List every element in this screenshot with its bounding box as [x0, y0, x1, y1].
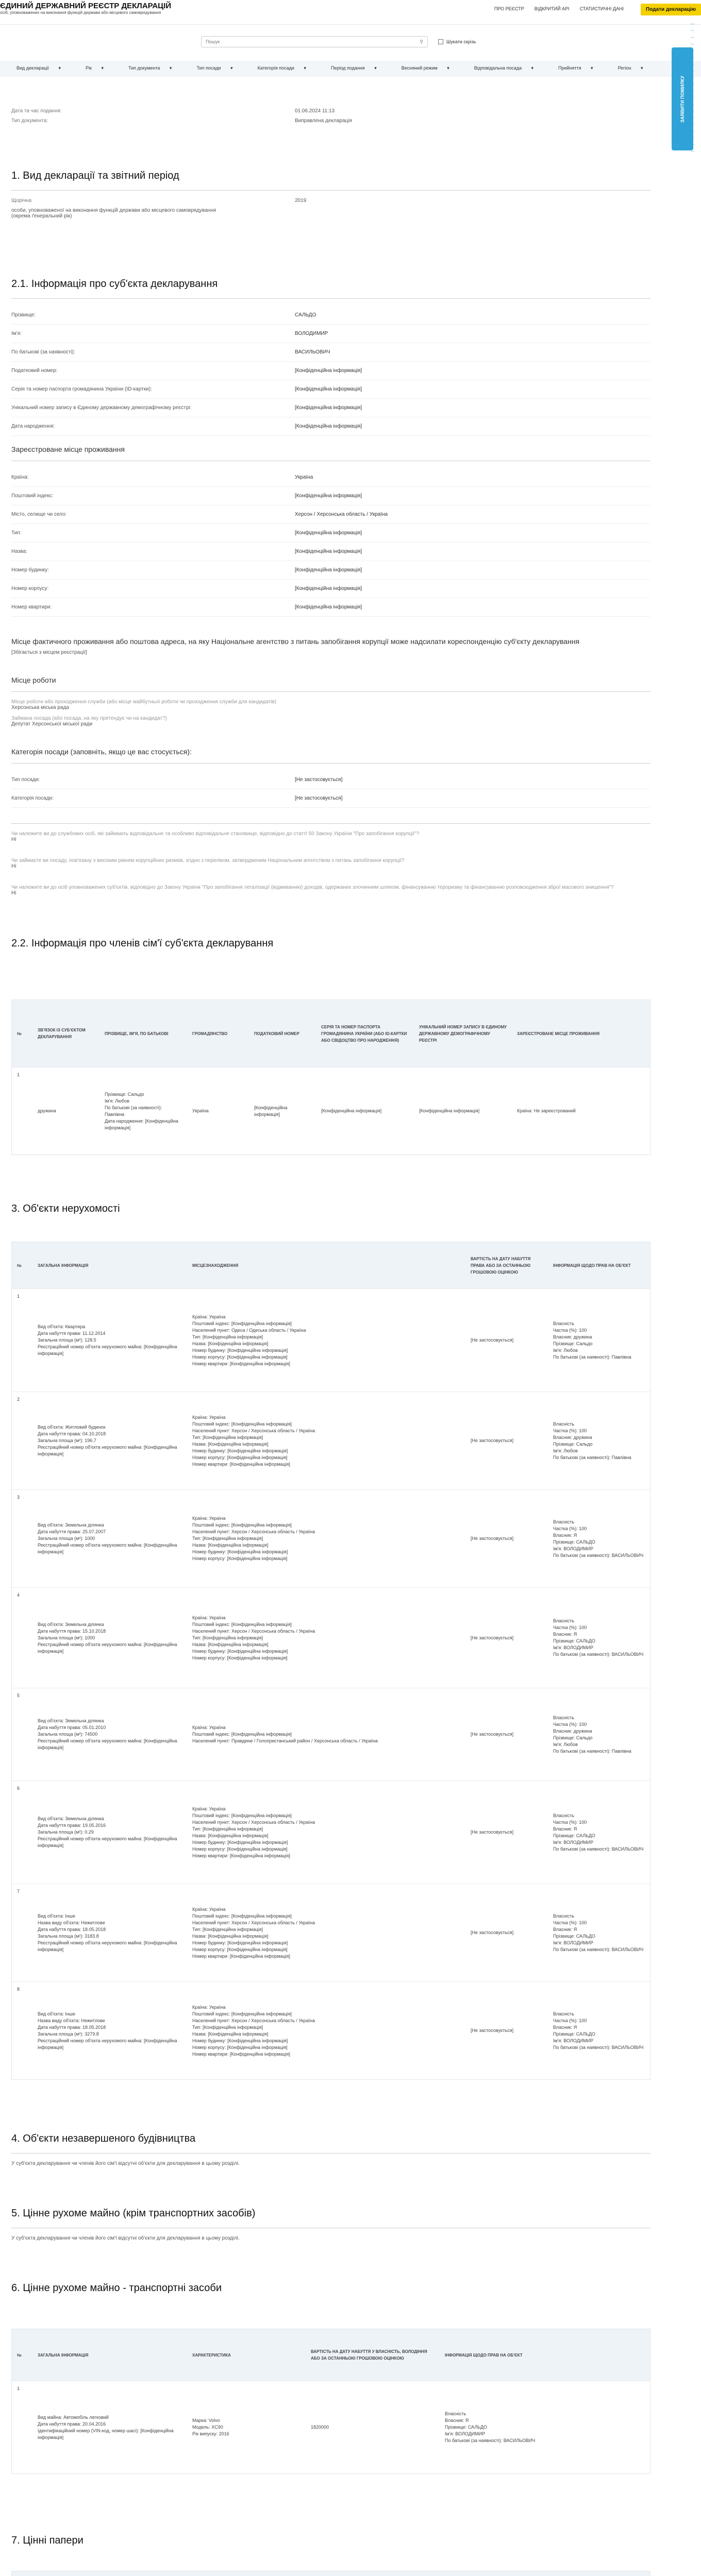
table-cell: Вид об'єкта: Земельна ділянка Дата набуття права: 15.10.2018 Загальна площа (м²): 1000 Реєстраційний номер об'єкта нерухомого майна: [Конфіденційна інформація] [38, 1621, 177, 1654]
table-cell: [Не застосовується] [471, 2028, 514, 2033]
column-header: ІНФОРМАЦІЯ ЩОДО ПРАВ НА ОБ'ЄКТ [553, 1263, 631, 1268]
subject-row-value: [Конфіденційна інформація] [295, 368, 362, 374]
residence-row-value: [Конфіденційна інформація] [295, 530, 362, 536]
column-header: ПОДАТКОВИЙ НОМЕР [254, 1031, 299, 1036]
checkbox-box[interactable] [438, 39, 443, 44]
nav-about[interactable]: ПРО РЕЄСТР [494, 6, 524, 11]
residence-row-label: Країна: [11, 474, 29, 480]
type-label: Тип документа: [11, 118, 48, 124]
table-cell: Вид майна: Автомобіль легковий Дата набуття права: 20.04.2016 Ідентифікаційний номер (VIN-код, номер шасі): [Конфіденційна інформація] [38, 2414, 174, 2440]
filter-acceptance[interactable]: Прийняття ▾ [558, 65, 593, 71]
table-cell: Країна: Україна Поштовий індекс: [Конфіденційна інформація] Населений пункт: Херсон / Херсонська область / Україна Тип: [Конфіденційна інформація] Назва: [Конфіденційна інформація] Номер будинку: [Конфіденційна інформація] Номер корпусу: [Конфіденційна інформація] Номер квартири: [Конфіденційна інформація] [192, 1906, 315, 1959]
column-header: МІСЦЕЗНАХОДЖЕННЯ [192, 1263, 239, 1268]
table-cell: Вид об'єкта: Інше Назва виду об'єкта: Нежитлове Дата набуття права: 18.05.2018 Загальна площа (м²): 3183.8 Реєстраційний номер об'єкта нерухомого майна: [Конфіденційна інформація] [38, 1913, 177, 1952]
section-7-title: 7. Цінні папери [11, 2535, 84, 2546]
residence-row-label: Поштовий індекс: [11, 493, 54, 499]
column-header: № [17, 2352, 22, 2358]
date-label: Дата та час подання: [11, 108, 62, 114]
table-cell: дружина [38, 1108, 56, 1113]
section-2-1-title: 2.1. Інформація про суб'єкта декларування [11, 278, 218, 290]
table-cell: Вид об'єкта: Земельна ділянка Дата набуття права: 05.01.2010 Загальна площа (м²): 74500 Реєстраційний номер об'єкта нерухомого майна: [Конфіденційна інформація] [38, 1718, 177, 1750]
table-cell: [Не застосовується] [471, 1635, 514, 1640]
residence-row-value: [Конфіденційна інформація] [295, 567, 362, 573]
section-2-2 [11, 938, 650, 958]
table-cell: 1820000 [311, 2425, 329, 2430]
table-cell: 1 [17, 1294, 20, 1299]
category-title: Категорія посади (заповніть, якщо це вас стосується): [11, 748, 192, 756]
table-row [12, 1688, 650, 1781]
filter-mode[interactable]: Весняний режим ▾ [401, 65, 449, 71]
residence-row [11, 543, 650, 561]
table-cell: [Не застосовується] [471, 1829, 514, 1835]
filter-document-type[interactable]: Тип документа ▾ [128, 65, 172, 71]
table-cell: Власність Частка (%): 100 Власник: дружина Прізвище: Сальдо Ім'я: Любов По батькові (за наявності): Павлівна [553, 1421, 631, 1460]
residence-row-value: Україна [295, 474, 313, 480]
table-cell: Вид об'єкта: Земельна ділянка Дата набуття права: 19.05.2016 Загальна площа (м²): 0.29 Реєстраційний номер об'єкта нерухомого майна: [Конфіденційна інформація] [38, 1816, 177, 1848]
table-cell: Країна: Не зареєстрований [517, 1108, 576, 1113]
table-cell: Країна: Україна Поштовий індекс: [Конфіденційна інформація] Населений пункт: Правдине / Голопристанський район / Херсонська область / Україна [192, 1725, 378, 1743]
category-row-label: Категорія посади: [11, 795, 54, 801]
table-cell: Вид об'єкта: Житловий будинок Дата набуття права: 04.10.2018 Загальна площа (м²): 196.7 Реєстраційний номер об'єкта нерухомого майна: [Конфіденційна інформація] [38, 1425, 177, 1456]
table-cell: [Не застосовується] [471, 1536, 514, 1541]
category-row-value: [Не застосовується] [295, 795, 343, 801]
subject-row-label: Прізвище: [11, 312, 36, 318]
filter-responsible-position[interactable]: Відповідальна посада ▾ [474, 65, 534, 71]
subject-row-label: Ім'я: [11, 331, 22, 336]
residence-row-label: Назва: [11, 549, 27, 554]
site-header [0, 0, 701, 25]
column-header: ГРОМАДЯНСТВО [192, 1031, 228, 1036]
table-cell: Власність Частка (%): 100 Власник: Я Прізвище: САЛЬДО Ім'я: ВОЛОДИМИР По батькові (за наявності): ВАСИЛЬОВИЧ [553, 1812, 644, 1852]
subject-row [11, 399, 650, 417]
table-cell: 2 [17, 1397, 20, 1402]
section-3-title: 3. Об'єкти нерухомості [11, 1203, 120, 1214]
top-nav [494, 6, 624, 11]
column-header: ЗАГАЛЬНА ІНФОРМАЦІЯ [38, 2352, 89, 2358]
family-table [11, 999, 650, 1155]
securities-table [11, 2571, 650, 2576]
table-cell: Країна: Україна Поштовий індекс: [Конфіденційна інформація] Населений пункт: Херсон / Херсонська область / Україна Тип: [Конфіденційна інформація] Назва: [Конфіденційна інформація] Номер будинку: [Конфіденційна інформація] Номер корпусу: [Конфіденційна інформація] [192, 1615, 315, 1660]
filter-declaration-type[interactable]: Вид декларації ▾ [16, 65, 61, 71]
submit-declaration-button[interactable]: Подати декларацію [641, 4, 701, 15]
column-header: № [17, 1031, 22, 1036]
section-2-1 [11, 278, 650, 896]
actual-residence-title: Місце фактичного проживання або поштова адреса, на яку Національне агентство з питань запобігання корупції може надсилати кореспонденцію суб'єкту декларування [11, 637, 580, 646]
position-question: Займана посада (або посада, на яку претендує чи на кандидат?) [11, 716, 167, 721]
table-cell: Власність Частка (%): 100 Власник: Я Прізвище: САЛЬДО Ім'я: ВОЛОДИМИР По батькові (за наявності): ВАСИЛЬОВИЧ [553, 1519, 644, 1558]
table-cell: [Не застосовується] [471, 1930, 514, 1935]
table-header [12, 2571, 650, 2576]
table-header [12, 1000, 650, 1067]
table-cell: [Не застосовується] [471, 1732, 514, 1737]
table-cell: Країна: Україна Поштовий індекс: [Конфіденційна інформація] Населений пункт: Херсон / Херсонська область / Україна Тип: [Конфіденційна інформація] Назва: [Конфіденційна інформація] Номер будинку: [Конфіденційна інформація] Номер корпусу: [Конфіденційна інформація] Номер квартири: [Конфіденційна інформація] [192, 1414, 315, 1467]
table-row [12, 1289, 650, 1392]
search-row [201, 36, 476, 47]
subject-row [11, 343, 650, 362]
table-cell: Вид об'єкта: Квартира Дата набуття права: 11.12.2014 Загальна площа (м²): 128.5 Реєстраційний номер об'єкта нерухомого майна: [Конфіденційна інформація] [38, 1324, 177, 1356]
section-4 [11, 2133, 650, 2166]
residence-row-value: Херсон / Херсонська область / Україна [295, 512, 388, 517]
a2: Ні [11, 863, 16, 869]
residence-row-label: Номер будинку: [11, 567, 49, 573]
type-value: Виправлена декларація [295, 118, 352, 124]
table-cell: Власність Частка (%): 100 Власник: Я Прізвище: САЛЬДО Ім'я: ВОЛОДИМИР По батькові (за наявності): ВАСИЛЬОВИЧ [553, 2011, 644, 2050]
column-header: ВАРТІСТЬ НА ДАТУ НАБУТТЯ У ВЛАСНІСТЬ, ВОЛОДІННЯ АБО ЗА ОСТАННЬОЮ ГРОШОВОЮ ОЦІНКОЮ [311, 2349, 427, 2361]
section-2-2-title: 2.2. Інформація про членів сім'ї суб'єкта декларування [11, 938, 274, 949]
section-5 [11, 2208, 650, 2241]
site-brand[interactable] [0, 2, 171, 15]
a1: Ні [11, 837, 16, 842]
section-7 [11, 2535, 650, 2555]
search-everywhere-checkbox[interactable] [438, 39, 476, 44]
table-header [12, 1242, 650, 1289]
column-header: ЗАРЕЄСТРОВАНЕ МІСЦЕ ПРОЖИВАННЯ [517, 1031, 600, 1036]
residence-row [11, 505, 650, 524]
residence-row-value: [Конфіденційна інформація] [295, 604, 362, 610]
section-3 [11, 1203, 650, 1223]
declaration-year: 2019 [295, 198, 307, 204]
category-row [11, 789, 650, 808]
residence-row [11, 524, 650, 543]
section-6-title: 6. Цінне рухоме майно - транспортні засоби [11, 2282, 222, 2294]
filter-region[interactable]: Регіон ▾ [617, 65, 643, 71]
search-input[interactable] [201, 36, 428, 47]
residence-row-value: [Конфіденційна інформація] [295, 493, 362, 499]
table-header [12, 2329, 650, 2381]
residence-row-value: [Конфіденційна інформація] [295, 586, 362, 591]
table-cell: Власність Частка (%): 100 Власник: дружина Прізвище: Сальдо Ім'я: Любов По батькові (за наявності): Павлівна [553, 1320, 631, 1360]
actual-residence-value: [Збігається з місцем реєстрації] [11, 650, 87, 655]
residence-row [11, 561, 650, 580]
filter-period[interactable]: Період подання ▾ [330, 65, 377, 71]
table-cell: Україна [192, 1108, 209, 1113]
nav-api[interactable]: ВІДКРИТИЙ API [534, 6, 570, 11]
subject-row-value: ВОЛОДИМИР [295, 331, 328, 336]
subject-row-value: [Конфіденційна інформація] [295, 405, 362, 411]
table-cell: Марка: Volvo Модель: XC90 Рік випуску: 2016 [192, 2418, 229, 2436]
table-cell: Власність Частка (%): 100 Власник: Я Прізвище: САЛЬДО Ім'я: ВОЛОДИМИР По батькові (за наявності): ВАСИЛЬОВИЧ [553, 1618, 644, 1657]
table-cell: Країна: Україна Поштовий індекс: [Конфіденційна інформація] Населений пункт: Херсон / Херсонська область / Україна Тип: [Конфіденційна інформація] Назва: [Конфіденційна інформація] Номер будинку: [Конфіденційна інформація] Номер корпусу: [Конфіденційна інформація] Номер квартири: [Конфіденційна інформація] [192, 2004, 315, 2057]
table-row [12, 1884, 650, 1981]
a3: Ні [11, 890, 16, 896]
table-row [12, 1981, 650, 2079]
table-cell: Власність Частка (%): 100 Власник: Я Прізвище: САЛЬДО Ім'я: ВОЛОДИМИР По батькові (за наявності): ВАСИЛЬОВИЧ [553, 1913, 644, 1952]
nav-stats[interactable]: СТАТИСТИЧНІ ДАНІ [579, 6, 624, 11]
subject-row-value: САЛЬДО [295, 312, 316, 318]
date-value: 01.06.2024 11:13 [295, 108, 335, 114]
table-cell: Країна: Україна Поштовий індекс: [Конфіденційна інформація] Населений пункт: Херсон / Херсонська область / Україна Тип: [Конфіденційна інформація] Назва: [Конфіденційна інформація] Номер будинку: [Конфіденційна інформація] Номер корпусу: [Конфіденційна інформація] [192, 1516, 315, 1561]
subject-row [11, 380, 650, 399]
section-1-title: 1. Вид декларації та звітний період [11, 170, 179, 181]
meta-block [11, 108, 650, 128]
table-cell: [Конфіденційна інформація] [419, 1108, 480, 1113]
column-header: ПРІЗВИЩЕ, ІМ'Я, ПО БАТЬКОВІ [105, 1031, 169, 1036]
table-row [12, 1392, 650, 1489]
q2: Чи займаєте ви посаду, пов'язану з високим рівнем корупційних ризиків, згідно з переліком, затвердженим Національним агентством з питань запобігання корупції? [11, 858, 405, 863]
site-subtitle: осіб, уповноважених на виконання функцій держави або місцевого самоврядування [0, 10, 161, 15]
report-error-button[interactable]: ЗАЯВИТИ ПОМИЛКУ [672, 47, 693, 150]
work-title: Місце роботи [11, 676, 56, 684]
category-row-value: [Не застосовується] [295, 777, 343, 783]
declaration-kind: Щорічна [11, 198, 32, 204]
table-cell: [Конфіденційна інформація] [321, 1108, 382, 1113]
residence-rows [11, 468, 650, 617]
section-1 [11, 170, 650, 219]
column-header: УНІКАЛЬНИЙ НОМЕР ЗАПИСУ В ЄДИНОМУ ДЕРЖАВНОМУ ДЕМОГРАФІЧНОМУ РЕЄСТРІ [419, 1024, 507, 1043]
residence-row-label: Тип: [11, 530, 22, 536]
checkbox-label: Шукати скрізь [446, 39, 476, 44]
table-row [12, 1781, 650, 1884]
table-cell: Власність Власник: Я Прізвище: САЛЬДО Ім'я: ВОЛОДИМИР По батькові (за наявності): ВАСИЛЬОВИЧ [445, 2411, 536, 2443]
subject-row-label: Унікальний номер запису в Єдиному державному демографічному реєстрі: [11, 405, 192, 411]
residence-row [11, 580, 650, 598]
column-header: ЗВ'ЯЗОК ІЗ СУБ'ЄКТОМ ДЕКЛАРУВАННЯ [38, 1028, 86, 1039]
subject-row [11, 306, 650, 325]
table-cell: 7 [17, 1889, 20, 1894]
filter-bar [0, 61, 701, 76]
residence-row [11, 598, 650, 617]
table-cell: Країна: Україна Поштовий індекс: [Конфіденційна інформація] Населений пункт: Одеса / Одеська область / Україна Тип: [Конфіденційна інформація] Назва: [Конфіденційна інформація] Номер будинку: [Конфіденційна інформація] Номер корпусу: [Конфіденційна інформація] Номер квартири: [Конфіденційна інформація] [192, 1314, 306, 1366]
subject-row-value: [Конфіденційна інформація] [295, 386, 362, 392]
subject-row [11, 362, 650, 380]
filter-position-category[interactable]: Категорія посади ▾ [257, 65, 306, 71]
residence-row [11, 487, 650, 505]
subject-row-label: Дата народження: [11, 423, 55, 429]
subject-row [11, 325, 650, 343]
category-row [11, 771, 650, 789]
table-row [12, 1489, 650, 1587]
table-row [12, 1067, 650, 1155]
table-cell: 6 [17, 1786, 20, 1791]
residence-row-label: Номер квартири: [11, 604, 52, 610]
subject-row-value: ВАСИЛЬОВИЧ [295, 349, 330, 355]
category-rows [11, 771, 650, 808]
search-placeholder: Пошук [206, 39, 220, 44]
table-cell: Власність Частка (%): 100 Власник: дружина Прізвище: Сальдо Ім'я: Любов По батькові (за наявності): Павлівна [553, 1715, 631, 1754]
residence-row-label: Номер корпусу: [11, 586, 49, 591]
table-cell: 1 [17, 2386, 20, 2391]
subject-row-label: Серія та номер паспорта громадянина України (ID-картки): [11, 386, 152, 392]
table-cell: [Не застосовується] [471, 1438, 514, 1443]
table-cell: Вид об'єкта: Інше Назва виду об'єкта: Нежитлове Дата набуття права: 18.05.2018 Загальна площа (м²): 3279.8 Реєстраційний номер об'єкта нерухомого майна: [Конфіденційна інформація] [38, 2011, 177, 2050]
table-cell: 8 [17, 1987, 20, 1992]
residence-row-label: Місто, селище чи село: [11, 512, 67, 517]
subject-row-value: [Конфіденційна інформація] [295, 423, 362, 429]
subject-row-label: Податковий номер: [11, 368, 58, 374]
subject-rows [11, 306, 650, 436]
side-scroll-menu[interactable]: — — — — — — — — — — — — — — — — — — — — [691, 22, 694, 153]
site-title: ЄДИНИЙ ДЕРЖАВНИЙ РЕЄСТР ДЕКЛАРАЦІЙ [0, 2, 172, 10]
category-row-label: Тип посади: [11, 777, 40, 783]
section-4-title: 4. Об'єкти незавершеного будівництва [11, 2133, 196, 2144]
table-row [12, 2381, 650, 2473]
table-cell: Вид об'єкта: Земельна ділянка Дата набуття права: 25.07.2007 Загальна площа (м²): 1000 Реєстраційний номер об'єкта нерухомого майна: [Конфіденційна інформація] [38, 1522, 177, 1554]
residence-row-value: [Конфіденційна інформація] [295, 549, 362, 554]
column-header: СЕРІЯ ТА НОМЕР ПАСПОРТА ГРОМАДЯНИНА УКРАЇНИ (АБО ID-КАРТКИ АБО СВІДОЦТВО ПРО НАРОДЖЕННЯ) [321, 1024, 407, 1043]
subject-row-label: По батькові (за наявності): [11, 349, 75, 355]
column-header: ХАРАКТЕРИСТИКА [192, 2352, 231, 2358]
table-cell: Країна: Україна Поштовий індекс: [Конфіденційна інформація] Населений пункт: Херсон / Херсонська область / Україна Тип: [Конфіденційна інформація] Назва: [Конфіденційна інформація] Номер будинку: [Конфіденційна інформація] Номер корпусу: [Конфіденційна інформація] Номер квартири: [Конфіденційна інформація] [192, 1806, 315, 1858]
filter-year[interactable]: Рік ▾ [86, 65, 104, 71]
table-cell: 5 [17, 1693, 20, 1698]
table-cell: 4 [17, 1592, 20, 1598]
table-cell: 1 [17, 1072, 20, 1077]
work-question: Місце роботи або проходження служби (або місце майбутньої роботи чи проходження служби для кандидатів) [11, 699, 277, 705]
work-answer: Херсонська міська рада [11, 705, 69, 710]
table-cell: Прізвище: Сальдо Ім'я: Любов По батькові (за наявності): Павлівна Дата народження: [Конфіденційна інформація] [105, 1091, 178, 1130]
position-answer: Депутат Херсонської міської ради [11, 721, 93, 727]
section-5-title: 5. Цінне рухоме майно (крім транспортних засобів) [11, 2208, 256, 2219]
column-header: № [17, 1263, 22, 1268]
column-header: ІНФОРМАЦІЯ ЩОДО ПРАВ НА ОБ'ЄКТ [445, 2352, 523, 2358]
residence-row [11, 468, 650, 487]
table-cell: 3 [17, 1495, 20, 1500]
real-estate-table [11, 1242, 650, 2080]
section-4-note: У суб'єкта декларування чи членів його сім'ї відсутні об'єкти для декларування в цьому розділі. [11, 2161, 240, 2166]
search-icon[interactable]: ⚲ [420, 39, 423, 44]
column-header: ВАРТІСТЬ НА ДАТУ НАБУТТЯ ПРАВА АБО ЗА ОСТАННЬОЮ ГРОШОВОЮ ОЦІНКОЮ [471, 1256, 531, 1275]
table-row [12, 1587, 650, 1688]
residence-title: Зареєстроване місце проживання [11, 445, 125, 453]
section-5-note: У суб'єкта декларування чи членів його сім'ї відсутні об'єкти для декларування в цьому розділі. [11, 2235, 240, 2241]
table-cell: [Не застосовується] [471, 1337, 514, 1343]
q3: Чи належите ви до осіб уповноважених суб'єктів, відповідно до Закону України "Про запобігання легалізації (відмиванню) доходів, одержаних злочинним шляхом, фінансуванню тероризму та фінансуванню розповсюдження зброї масового знищення"? [11, 885, 614, 890]
declaration-kind-desc: особи, уповноваженої на виконання функцій держави або місцевого самоврядування (окрема ґенеральний рік) [11, 208, 216, 219]
subject-row [11, 417, 650, 436]
vehicles-table [11, 2329, 650, 2474]
table-cell: [Конфіденційна інформація] [254, 1105, 288, 1117]
column-header: ЗАГАЛЬНА ІНФОРМАЦІЯ [38, 1263, 89, 1268]
q1: Чи належите ви до службових осіб, які займають відповідальне та особливо відповідальне становище, відповідно до статті 50 Закону України "Про запобігання корупції"? [11, 831, 420, 837]
section-6 [11, 2282, 650, 2302]
filter-position-type[interactable]: Тип посади ▾ [196, 65, 233, 71]
